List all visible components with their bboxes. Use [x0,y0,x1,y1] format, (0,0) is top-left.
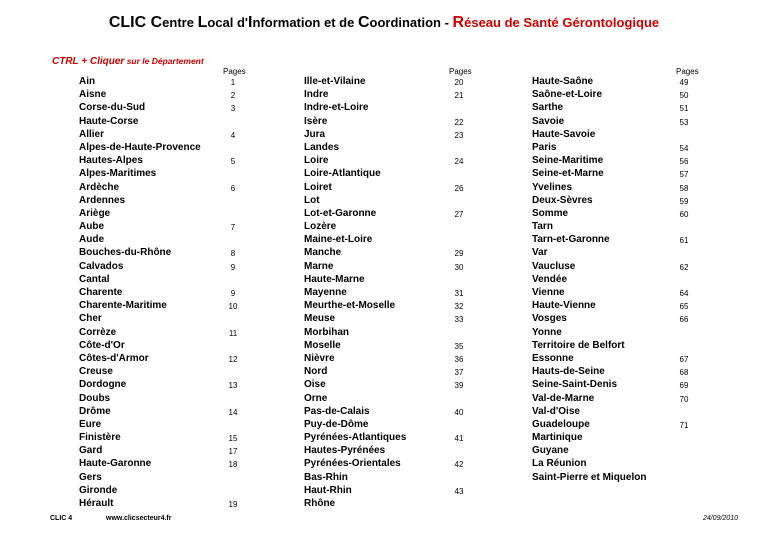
department-page: 26 [454,183,464,193]
department-name[interactable]: Vienne [532,287,565,298]
department-page: 18 [228,460,238,470]
department-page: 36 [454,354,464,364]
department-page: 37 [454,368,464,378]
department-name[interactable]: Meurthe-et-Moselle [304,300,396,312]
department-page: 43 [454,486,464,496]
department-name[interactable]: Rhône [304,498,336,509]
title-part: C [150,14,163,31]
department-name[interactable]: Bas-Rhin [304,471,348,483]
department-page: 41 [454,434,464,444]
department-name[interactable]: Aube [79,221,104,233]
department-page: 53 [679,117,689,127]
department-name[interactable]: Gers [79,471,102,483]
department-name[interactable]: Var [532,247,548,259]
department-name[interactable]: Somme [532,207,569,219]
department-name[interactable]: Nord [304,366,328,378]
department-name[interactable]: Seine-Maritime [532,155,604,167]
department-page: 27 [454,209,464,219]
instruction-rest: sur le Département [124,56,204,66]
department-name[interactable]: Ardennes [79,194,126,206]
department-name[interactable]: Seine-Saint-Denis [532,379,618,391]
department-page: 7 [230,223,236,233]
department-name[interactable]: Savoie [532,115,565,127]
department-name[interactable]: Pyrénées-Atlantiques [304,432,407,444]
department-name[interactable]: Doubs [79,392,111,404]
title-part: oordination - [369,15,453,30]
title-part: C [357,14,370,31]
department-name[interactable]: Marne [304,260,334,272]
department-page: 58 [679,183,689,193]
instruction-text [52,56,204,67]
department-page: 62 [679,262,689,272]
department-page: 22 [454,117,464,127]
department-page: 10 [228,302,238,312]
instruction-main: CTRL + Cliquer [52,56,125,67]
department-name[interactable]: Alpes-de-Haute-Provence [79,141,201,153]
department-name[interactable]: Gard [79,445,103,457]
department-name[interactable]: Haute-Savoie [532,128,596,140]
department-name[interactable]: Gironde [79,484,118,496]
department-name[interactable]: Paris [532,141,557,153]
department-name[interactable]: Orne [304,392,328,404]
department-name[interactable]: Nièvre [304,352,335,364]
title-part: R [452,14,465,31]
department-name[interactable]: Aisne [79,89,107,101]
department-name[interactable]: Hautes-Pyrénées [304,445,386,457]
department-name[interactable]: Territoire de Belfort [532,339,625,351]
department-page: 69 [679,381,689,391]
department-page: 33 [454,315,464,325]
department-page: 19 [228,500,238,509]
department-name[interactable]: Haute-Saône [532,76,594,87]
department-page: 4 [230,130,236,140]
department-name[interactable]: Creuse [79,366,113,378]
department-name[interactable]: Val-de-Marne [532,392,595,404]
department-page: 64 [679,289,689,298]
department-name[interactable]: Charente [79,287,123,298]
department-name[interactable]: Lot-et-Garonne [304,207,377,219]
department-name[interactable]: Haute-Garonne [79,458,152,470]
department-name[interactable]: Essonne [532,352,574,364]
department-name[interactable]: Mayenne [304,287,347,298]
department-name[interactable]: Tarn-et-Garonne [532,234,610,246]
department-page: 21 [454,91,464,101]
department-name[interactable]: Pyrénées-Orientales [304,458,401,470]
department-name[interactable]: Isère [304,115,328,127]
title-part: ocal d' [207,15,249,30]
department-name[interactable]: Allier [79,128,105,140]
department-name[interactable]: Maine-et-Loire [304,234,373,246]
department-name[interactable]: Lozère [304,221,337,233]
department-page: 35 [454,341,464,351]
department-page: 59 [679,196,689,206]
department-page: 13 [228,381,238,391]
department-page: 5 [230,157,236,167]
department-name[interactable]: Yvelines [532,181,573,193]
department-name[interactable]: Val-d'Oise [532,405,580,417]
department-name[interactable]: Martinique [532,432,583,444]
pages-header-col3: Pages [676,67,699,76]
department-name[interactable]: Deux-Sèvres [532,194,593,206]
department-name[interactable]: Ille-et-Vilaine [304,76,366,87]
department-page: 39 [454,381,464,391]
department-name[interactable]: Saône-et-Loire [532,89,603,101]
department-name[interactable]: Lot [304,194,320,206]
department-name[interactable]: Tarn [532,221,553,233]
department-name[interactable]: Seine-et-Marne [532,168,604,180]
department-name[interactable]: Landes [304,141,340,153]
department-page: 2 [230,91,236,101]
department-name[interactable]: Indre [304,89,329,101]
department-name[interactable]: Dordogne [79,379,127,391]
department-page: 29 [454,249,464,259]
department-page: 1 [230,78,236,87]
department-name[interactable]: Moselle [304,339,341,351]
department-name[interactable]: Vendée [532,273,568,285]
department-name[interactable]: Pas-de-Calais [304,405,370,417]
department-name[interactable]: Guyane [532,445,569,457]
department-name[interactable]: Alpes-Maritimes [79,168,157,180]
department-page: 68 [679,368,689,378]
department-page: 31 [454,289,464,298]
department-page: 67 [679,354,689,364]
department-name[interactable]: Ardèche [79,181,120,193]
department-page: 9 [230,289,236,298]
department-page: 65 [679,302,689,312]
department-page: 17 [228,447,238,457]
department-page: 56 [679,157,689,167]
pages-header-col2: Pages [449,67,472,76]
department-page: 6 [230,183,236,193]
department-page: 12 [228,354,238,364]
department-page: 11 [228,328,238,338]
department-page: 61 [679,236,689,246]
department-page: 24 [454,157,464,167]
department-name[interactable]: Calvados [79,260,124,272]
department-page: 50 [679,91,689,101]
department-name[interactable]: Cantal [79,273,110,285]
department-name[interactable]: Haute-Marne [304,273,365,285]
department-page: 42 [454,460,464,470]
department-name[interactable]: Sarthe [532,102,564,114]
department-name[interactable]: Oise [304,379,326,391]
department-name[interactable]: Eure [79,418,102,430]
title-part: éseau de Santé Gérontologique [464,15,660,30]
department-name[interactable]: Puy-de-Dôme [304,418,369,430]
department-page: 70 [679,394,689,404]
department-page: 71 [679,420,689,430]
department-name[interactable]: Haute-Corse [79,115,139,127]
pages-header-col1: Pages [223,67,246,76]
department-name[interactable]: Aude [79,234,104,246]
department-name[interactable]: Manche [304,247,342,259]
department-name[interactable]: Vaucluse [532,260,576,272]
department-page: 30 [454,262,464,272]
department-name[interactable]: La Réunion [532,458,587,470]
department-page: 49 [679,78,689,87]
department-name[interactable]: Loire [304,155,329,167]
department-name[interactable]: Guadeloupe [532,418,590,430]
department-name[interactable]: Saint-Pierre et Miquelon [532,471,647,483]
department-page: 57 [679,170,689,180]
department-name[interactable]: Charente-Maritime [79,300,167,312]
department-name[interactable]: Ain [79,76,96,87]
page-title [0,14,768,32]
footer-website: www.clicsecteur4.fr [106,515,172,522]
department-page: 15 [228,434,238,444]
department-name[interactable]: Hautes-Alpes [79,155,143,167]
title-part: I [248,14,253,31]
department-page: 66 [679,315,689,325]
department-page: 8 [230,249,236,259]
department-name[interactable]: Morbihan [304,326,349,338]
department-page: 9 [230,262,236,272]
department-name[interactable]: Côtes-d'Armor [79,352,149,364]
department-page: 54 [679,143,689,153]
department-page: 23 [454,130,464,140]
department-name[interactable]: Vosges [532,313,567,325]
department-name[interactable]: Jura [304,128,326,140]
department-name[interactable]: Corse-du-Sud [79,102,146,114]
department-name[interactable]: Loiret [304,181,332,193]
department-name[interactable]: Finistère [79,432,121,444]
department-page: 3 [230,104,236,114]
department-page: 51 [679,104,689,114]
department-page: 60 [679,209,689,219]
department-name[interactable]: Ariège [79,207,111,219]
footer-clic-label: CLIC 4 [50,515,73,522]
title-part: entre [162,15,198,30]
department-name[interactable]: Indre-et-Loire [304,102,369,114]
title-part: nformation et de [252,15,358,30]
department-name[interactable]: Hérault [79,498,114,509]
footer-date: 24/09/2010 [702,515,738,522]
department-name[interactable]: Haut-Rhin [304,484,352,496]
department-name[interactable]: Corrèze [79,326,117,338]
department-name[interactable]: Drôme [79,405,111,417]
department-page: 20 [454,78,464,87]
department-name[interactable]: Loire-Atlantique [304,168,381,180]
department-name[interactable]: Bouches-du-Rhône [79,247,172,259]
department-name[interactable]: Yonne [532,326,562,338]
department-page: 14 [228,407,238,417]
title-part: CLIC [108,14,151,31]
department-name[interactable]: Hauts-de-Seine [532,366,605,378]
department-name[interactable]: Meuse [304,313,336,325]
department-name[interactable]: Haute-Vienne [532,300,596,312]
department-name[interactable]: Côte-d'Or [79,339,125,351]
department-name[interactable]: Cher [79,313,102,325]
title-part: L [197,14,208,31]
department-page: 32 [454,302,464,312]
department-page: 40 [454,407,464,417]
